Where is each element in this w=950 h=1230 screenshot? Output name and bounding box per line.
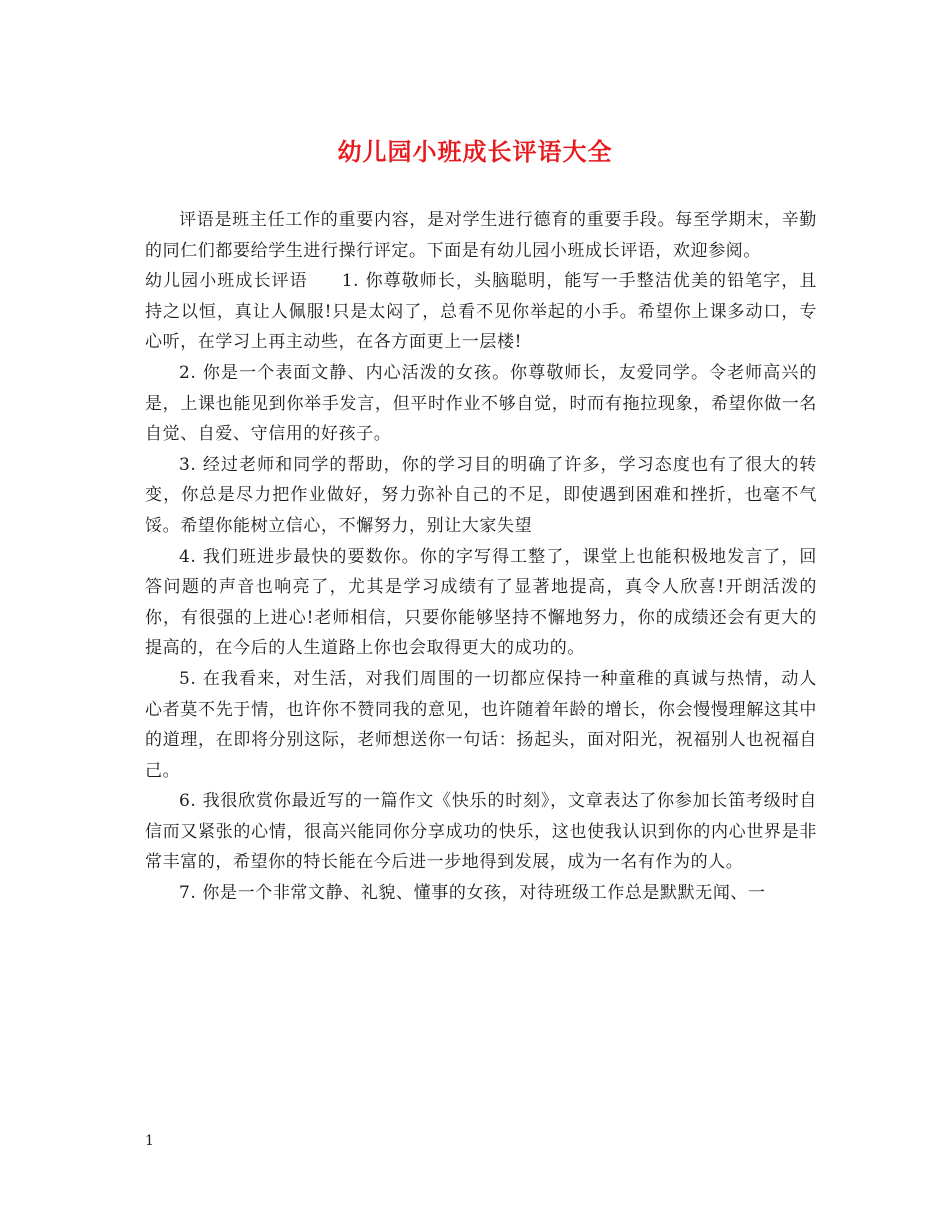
list-item: 1. 你尊敬师长，头脑聪明，能写一手整洁优美的铅笔字，且持之以恒，真让人佩服!只是太闷了，总看不见你举起的小手。希望你上课多动口，专心听，在学习上再主动些，在各方面更上一层楼! — [145, 271, 817, 353]
document-body — [145, 205, 817, 909]
list-item: 3. 经过老师和同学的帮助，你的学习目的明确了许多，学习态度也有了很大的转变，你总是尽力把作业做好，努力弥补自己的不足，即使遇到困难和挫折，也毫不气馁。希望你能树立信心，不懈努力，别让大家失望 — [145, 454, 817, 536]
list-item: 4. 我们班进步最快的要数你。你的字写得工整了，课堂上也能积极地发言了，回答问题的声音也响亮了，尤其是学习成绩有了显著地提高，真令人欣喜!开朗活泼的你，有很强的上进心!老师相信，只要你能够坚持不懈地努力，你的成绩还会有更大的提高的，在今后的人生道路上你也会取得更大的成功的。 — [145, 546, 817, 659]
first-item-paragraph — [145, 266, 817, 358]
list-item: 2. 你是一个表面文静、内心活泼的女孩。你尊敬师长，友爱同学。令老师高兴的是，上课也能见到你举手发言，但平时作业不够自觉，时而有拖拉现象，希望你做一名自觉、自爱、守信用的好孩子。 — [145, 362, 817, 445]
list-item: 6. 我很欣赏你最近写的一篇作文《快乐的时刻》，文章表达了你参加长笛考级时自信而又紧张的心情，很高兴能同你分享成功的快乐，这也使我认识到你的内心世界是非常丰富的，希望你的特长能在今后进一步地得到发展，成为一名有作为的人。 — [145, 791, 817, 873]
intro-paragraph: 评语是班主任工作的重要内容，是对学生进行德育的重要手段。每至学期末，辛勤的同仁们都要给学生进行操行评定。下面是有幼儿园小班成长评语，欢迎参阅。 — [145, 210, 817, 261]
page-number: 1 — [145, 1133, 154, 1149]
list-item: 7. 你是一个非常文静、礼貌、懂事的女孩，对待班级工作总是默默无闻、一 — [179, 883, 766, 904]
section-heading: 幼儿园小班成长评语 — [145, 271, 308, 292]
list-item: 5. 在我看来，对生活，对我们周围的一切都应保持一种童稚的真诚与热情，动人心者莫不先于情，也许你不赞同我的意见，也许随着年龄的增长，你会慢慢理解这其中的道理，在即将分别这际，老师想送你一句话：扬起头，面对阳光，祝福别人也祝福自己。 — [145, 668, 817, 781]
document-title: 幼儿园小班成长评语大全 — [337, 137, 613, 166]
